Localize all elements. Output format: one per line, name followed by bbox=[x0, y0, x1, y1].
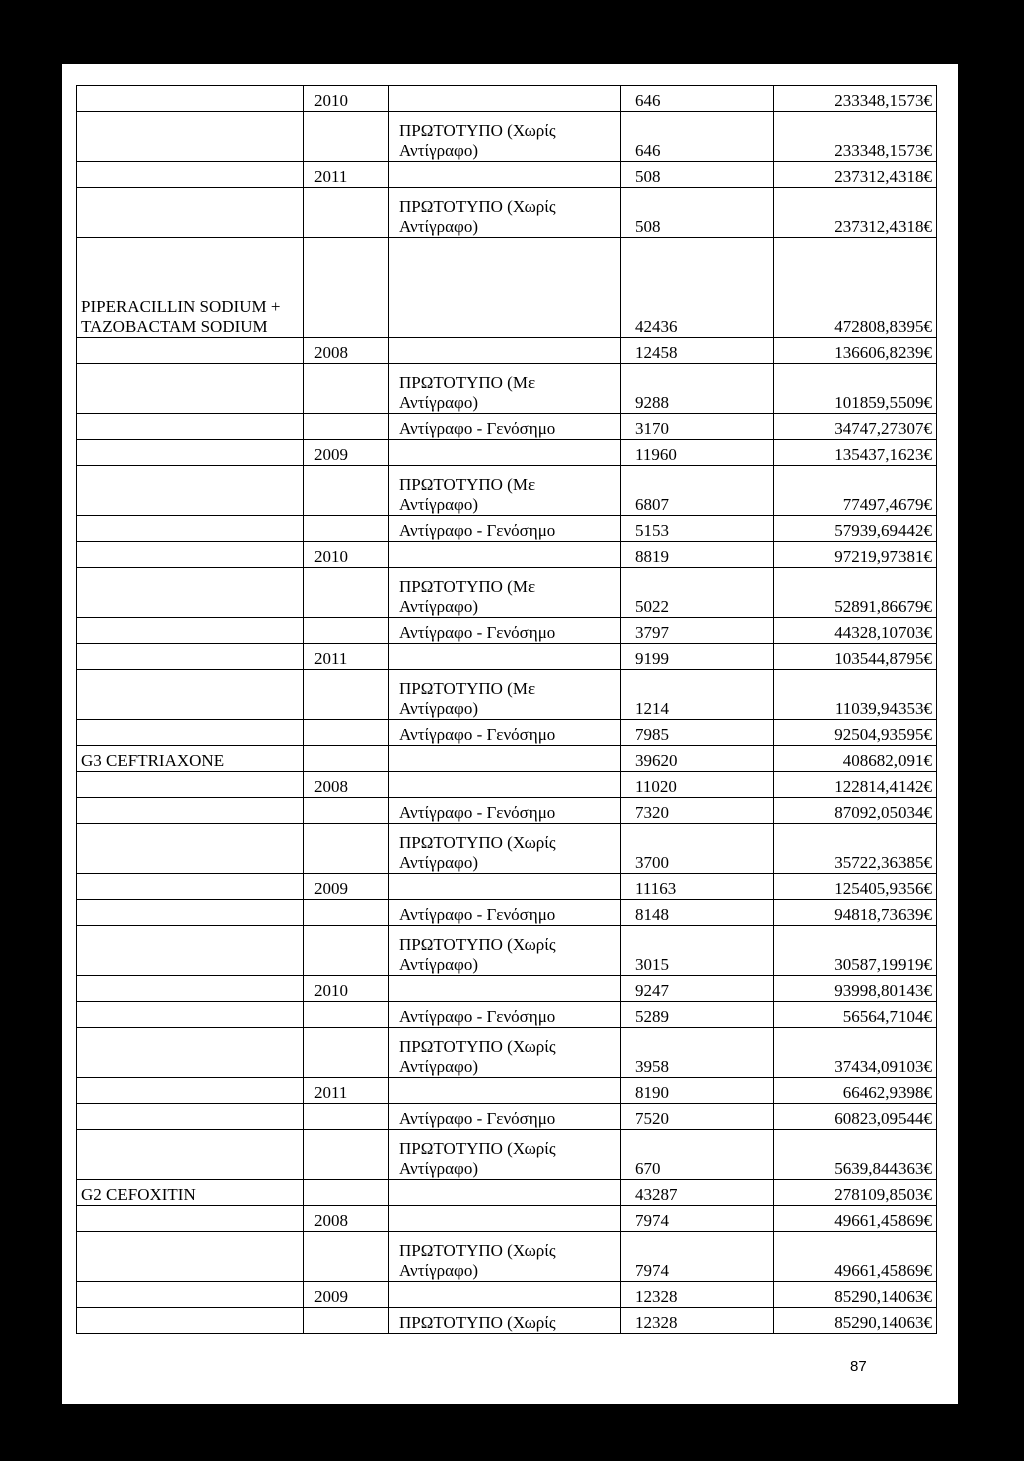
year-cell bbox=[304, 824, 389, 874]
cost-cell: 93998,80143€ bbox=[774, 976, 937, 1002]
product-type-cell: ΠΡΩΤΟΤΥΠΟ (Με Αντίγραφο) bbox=[389, 364, 621, 414]
count-cell: 9199 bbox=[621, 644, 774, 670]
drug-name-cell bbox=[77, 720, 304, 746]
table-row bbox=[77, 338, 937, 364]
cost-cell: 35722,36385€ bbox=[774, 824, 937, 874]
cost-cell: 57939,69442€ bbox=[774, 516, 937, 542]
drug-name-cell bbox=[77, 364, 304, 414]
count-cell: 43287 bbox=[621, 1180, 774, 1206]
table-row bbox=[77, 900, 937, 926]
product-type-cell bbox=[389, 874, 621, 900]
table-row bbox=[77, 644, 937, 670]
count-cell: 7520 bbox=[621, 1104, 774, 1130]
table-row bbox=[77, 720, 937, 746]
cost-cell: 136606,8239€ bbox=[774, 338, 937, 364]
cost-cell: 278109,8503€ bbox=[774, 1180, 937, 1206]
cost-cell: 233348,1573€ bbox=[774, 112, 937, 162]
cost-cell: 37434,09103€ bbox=[774, 1028, 937, 1078]
product-type-cell bbox=[389, 542, 621, 568]
table-row bbox=[77, 112, 937, 162]
cost-cell: 85290,14063€ bbox=[774, 1308, 937, 1334]
table-row bbox=[77, 1028, 937, 1078]
count-cell: 9288 bbox=[621, 364, 774, 414]
product-type-cell bbox=[389, 772, 621, 798]
cost-cell: 472808,8395€ bbox=[774, 238, 937, 338]
drug-name-cell bbox=[77, 112, 304, 162]
table-row bbox=[77, 1104, 937, 1130]
drug-name-cell bbox=[77, 618, 304, 644]
year-cell: 2009 bbox=[304, 874, 389, 900]
table-row bbox=[77, 1180, 937, 1206]
product-type-cell: ΠΡΩΤΟΤΥΠΟ (Χωρίς Αντίγραφο) bbox=[389, 1028, 621, 1078]
year-cell: 2011 bbox=[304, 644, 389, 670]
table-row bbox=[77, 568, 937, 618]
table-row bbox=[77, 1206, 937, 1232]
year-cell: 2011 bbox=[304, 162, 389, 188]
year-cell bbox=[304, 414, 389, 440]
product-type-cell: ΠΡΩΤΟΤΥΠΟ (Χωρίς Αντίγραφο) bbox=[389, 188, 621, 238]
drug-name-cell bbox=[77, 440, 304, 466]
table-row bbox=[77, 364, 937, 414]
drug-name-cell bbox=[77, 1232, 304, 1282]
year-cell bbox=[304, 188, 389, 238]
cost-cell: 101859,5509€ bbox=[774, 364, 937, 414]
product-type-cell: ΠΡΩΤΟΤΥΠΟ (Χωρίς Αντίγραφο) bbox=[389, 1232, 621, 1282]
table-row bbox=[77, 86, 937, 112]
year-cell bbox=[304, 568, 389, 618]
table-row bbox=[77, 542, 937, 568]
product-type-cell: Αντίγραφο - Γενόσημο bbox=[389, 720, 621, 746]
product-type-cell bbox=[389, 338, 621, 364]
count-cell: 39620 bbox=[621, 746, 774, 772]
year-cell: 2010 bbox=[304, 86, 389, 112]
product-type-cell: ΠΡΩΤΟΤΥΠΟ (Χωρίς bbox=[389, 1308, 621, 1334]
cost-cell: 11039,94353€ bbox=[774, 670, 937, 720]
table-row bbox=[77, 798, 937, 824]
table-row bbox=[77, 926, 937, 976]
product-type-cell bbox=[389, 1180, 621, 1206]
count-cell: 3700 bbox=[621, 824, 774, 874]
count-cell: 11960 bbox=[621, 440, 774, 466]
cost-cell: 60823,09544€ bbox=[774, 1104, 937, 1130]
product-type-cell: ΠΡΩΤΟΤΥΠΟ (Χωρίς Αντίγραφο) bbox=[389, 1130, 621, 1180]
table-row bbox=[77, 1308, 937, 1334]
cost-cell: 87092,05034€ bbox=[774, 798, 937, 824]
year-cell bbox=[304, 112, 389, 162]
count-cell: 7985 bbox=[621, 720, 774, 746]
drug-name-cell bbox=[77, 798, 304, 824]
table-row bbox=[77, 440, 937, 466]
year-cell: 2008 bbox=[304, 338, 389, 364]
count-cell: 11163 bbox=[621, 874, 774, 900]
year-cell bbox=[304, 618, 389, 644]
product-type-cell: Αντίγραφο - Γενόσημο bbox=[389, 618, 621, 644]
product-type-cell: ΠΡΩΤΟΤΥΠΟ (Με Αντίγραφο) bbox=[389, 466, 621, 516]
cost-cell: 85290,14063€ bbox=[774, 1282, 937, 1308]
count-cell: 5289 bbox=[621, 1002, 774, 1028]
year-cell: 2009 bbox=[304, 440, 389, 466]
cost-cell: 77497,4679€ bbox=[774, 466, 937, 516]
drug-name-cell bbox=[77, 926, 304, 976]
table-row bbox=[77, 1282, 937, 1308]
count-cell: 5153 bbox=[621, 516, 774, 542]
count-cell: 6807 bbox=[621, 466, 774, 516]
table-body bbox=[77, 86, 937, 1334]
product-type-cell bbox=[389, 86, 621, 112]
cost-cell: 49661,45869€ bbox=[774, 1232, 937, 1282]
table-row bbox=[77, 188, 937, 238]
table-row bbox=[77, 1002, 937, 1028]
count-cell: 5022 bbox=[621, 568, 774, 618]
cost-cell: 49661,45869€ bbox=[774, 1206, 937, 1232]
drug-name-cell bbox=[77, 874, 304, 900]
year-cell: 2010 bbox=[304, 542, 389, 568]
drug-name-cell bbox=[77, 1028, 304, 1078]
cost-cell: 125405,9356€ bbox=[774, 874, 937, 900]
cost-cell: 97219,97381€ bbox=[774, 542, 937, 568]
drug-name-cell bbox=[77, 1206, 304, 1232]
product-type-cell: ΠΡΩΤΟΤΥΠΟ (Με Αντίγραφο) bbox=[389, 568, 621, 618]
count-cell: 12328 bbox=[621, 1308, 774, 1334]
product-type-cell bbox=[389, 1282, 621, 1308]
year-cell: 2008 bbox=[304, 1206, 389, 1232]
cost-cell: 237312,4318€ bbox=[774, 188, 937, 238]
product-type-cell bbox=[389, 746, 621, 772]
cost-cell: 34747,27307€ bbox=[774, 414, 937, 440]
drug-name-cell bbox=[77, 542, 304, 568]
page-number: 87 bbox=[850, 1358, 867, 1375]
year-cell bbox=[304, 926, 389, 976]
cost-cell: 92504,93595€ bbox=[774, 720, 937, 746]
table-row bbox=[77, 746, 937, 772]
cost-cell: 237312,4318€ bbox=[774, 162, 937, 188]
drug-name-cell: PIPERACILLIN SODIUM + TAZOBACTAM SODIUM bbox=[77, 238, 304, 338]
drug-name-cell bbox=[77, 188, 304, 238]
table-row bbox=[77, 1130, 937, 1180]
product-type-cell: ΠΡΩΤΟΤΥΠΟ (Χωρίς Αντίγραφο) bbox=[389, 112, 621, 162]
count-cell: 1214 bbox=[621, 670, 774, 720]
drug-name-cell bbox=[77, 1282, 304, 1308]
cost-cell: 66462,9398€ bbox=[774, 1078, 937, 1104]
year-cell bbox=[304, 720, 389, 746]
cost-cell: 44328,10703€ bbox=[774, 618, 937, 644]
table-row bbox=[77, 466, 937, 516]
table-row bbox=[77, 162, 937, 188]
drug-name-cell bbox=[77, 644, 304, 670]
count-cell: 12458 bbox=[621, 338, 774, 364]
cost-cell: 135437,1623€ bbox=[774, 440, 937, 466]
year-cell bbox=[304, 516, 389, 542]
count-cell: 3015 bbox=[621, 926, 774, 976]
table-row bbox=[77, 874, 937, 900]
cost-cell: 56564,7104€ bbox=[774, 1002, 937, 1028]
product-type-cell: ΠΡΩΤΟΤΥΠΟ (Χωρίς Αντίγραφο) bbox=[389, 926, 621, 976]
product-type-cell bbox=[389, 1206, 621, 1232]
count-cell: 8190 bbox=[621, 1078, 774, 1104]
product-type-cell bbox=[389, 440, 621, 466]
cost-cell: 30587,19919€ bbox=[774, 926, 937, 976]
drug-name-cell bbox=[77, 900, 304, 926]
year-cell bbox=[304, 670, 389, 720]
table-row bbox=[77, 516, 937, 542]
drug-name-cell bbox=[77, 162, 304, 188]
count-cell: 3958 bbox=[621, 1028, 774, 1078]
year-cell bbox=[304, 364, 389, 414]
year-cell bbox=[304, 798, 389, 824]
year-cell bbox=[304, 1002, 389, 1028]
product-type-cell: Αντίγραφο - Γενόσημο bbox=[389, 1002, 621, 1028]
year-cell bbox=[304, 238, 389, 338]
count-cell: 3170 bbox=[621, 414, 774, 440]
count-cell: 7974 bbox=[621, 1232, 774, 1282]
product-type-cell bbox=[389, 1078, 621, 1104]
product-type-cell: Αντίγραφο - Γενόσημο bbox=[389, 798, 621, 824]
count-cell: 508 bbox=[621, 162, 774, 188]
year-cell bbox=[304, 466, 389, 516]
product-type-cell bbox=[389, 644, 621, 670]
cost-cell: 122814,4142€ bbox=[774, 772, 937, 798]
year-cell: 2008 bbox=[304, 772, 389, 798]
drug-name-cell bbox=[77, 824, 304, 874]
count-cell: 9247 bbox=[621, 976, 774, 1002]
drug-name-cell bbox=[77, 414, 304, 440]
count-cell: 670 bbox=[621, 1130, 774, 1180]
product-type-cell bbox=[389, 976, 621, 1002]
product-type-cell: Αντίγραφο - Γενόσημο bbox=[389, 900, 621, 926]
drug-name-cell bbox=[77, 1308, 304, 1334]
table-row bbox=[77, 976, 937, 1002]
year-cell: 2009 bbox=[304, 1282, 389, 1308]
table-row bbox=[77, 618, 937, 644]
table-row bbox=[77, 824, 937, 874]
drug-name-cell: G3 CEFTRIAXONE bbox=[77, 746, 304, 772]
count-cell: 8819 bbox=[621, 542, 774, 568]
drug-name-cell bbox=[77, 1078, 304, 1104]
product-type-cell bbox=[389, 238, 621, 338]
table-row bbox=[77, 1232, 937, 1282]
document-page bbox=[62, 64, 958, 1404]
count-cell: 11020 bbox=[621, 772, 774, 798]
year-cell bbox=[304, 1232, 389, 1282]
product-type-cell: Αντίγραφο - Γενόσημο bbox=[389, 1104, 621, 1130]
count-cell: 508 bbox=[621, 188, 774, 238]
cost-cell: 408682,091€ bbox=[774, 746, 937, 772]
year-cell: 2010 bbox=[304, 976, 389, 1002]
year-cell bbox=[304, 1028, 389, 1078]
cost-cell: 94818,73639€ bbox=[774, 900, 937, 926]
drug-name-cell bbox=[77, 1104, 304, 1130]
drug-name-cell bbox=[77, 976, 304, 1002]
year-cell bbox=[304, 1104, 389, 1130]
product-type-cell bbox=[389, 162, 621, 188]
table-row bbox=[77, 1078, 937, 1104]
count-cell: 646 bbox=[621, 112, 774, 162]
count-cell: 12328 bbox=[621, 1282, 774, 1308]
cost-cell: 233348,1573€ bbox=[774, 86, 937, 112]
product-type-cell: ΠΡΩΤΟΤΥΠΟ (Με Αντίγραφο) bbox=[389, 670, 621, 720]
year-cell bbox=[304, 1130, 389, 1180]
drug-name-cell bbox=[77, 516, 304, 542]
year-cell bbox=[304, 1180, 389, 1206]
year-cell bbox=[304, 746, 389, 772]
drug-name-cell bbox=[77, 1002, 304, 1028]
product-type-cell: Αντίγραφο - Γενόσημο bbox=[389, 414, 621, 440]
drug-name-cell bbox=[77, 338, 304, 364]
year-cell bbox=[304, 1308, 389, 1334]
drug-name-cell bbox=[77, 772, 304, 798]
cost-cell: 103544,8795€ bbox=[774, 644, 937, 670]
table-row bbox=[77, 238, 937, 338]
drug-name-cell: G2 CEFOXITIN bbox=[77, 1180, 304, 1206]
count-cell: 7320 bbox=[621, 798, 774, 824]
cost-cell: 5639,844363€ bbox=[774, 1130, 937, 1180]
table-row bbox=[77, 772, 937, 798]
year-cell bbox=[304, 900, 389, 926]
count-cell: 8148 bbox=[621, 900, 774, 926]
count-cell: 3797 bbox=[621, 618, 774, 644]
drug-name-cell bbox=[77, 466, 304, 516]
drug-name-cell bbox=[77, 1130, 304, 1180]
cost-cell: 52891,86679€ bbox=[774, 568, 937, 618]
drug-name-cell bbox=[77, 670, 304, 720]
drug-name-cell bbox=[77, 86, 304, 112]
consumption-table bbox=[76, 85, 937, 1334]
count-cell: 7974 bbox=[621, 1206, 774, 1232]
year-cell: 2011 bbox=[304, 1078, 389, 1104]
product-type-cell: Αντίγραφο - Γενόσημο bbox=[389, 516, 621, 542]
count-cell: 646 bbox=[621, 86, 774, 112]
table-row bbox=[77, 670, 937, 720]
table-row bbox=[77, 414, 937, 440]
drug-name-cell bbox=[77, 568, 304, 618]
count-cell: 42436 bbox=[621, 238, 774, 338]
product-type-cell: ΠΡΩΤΟΤΥΠΟ (Χωρίς Αντίγραφο) bbox=[389, 824, 621, 874]
